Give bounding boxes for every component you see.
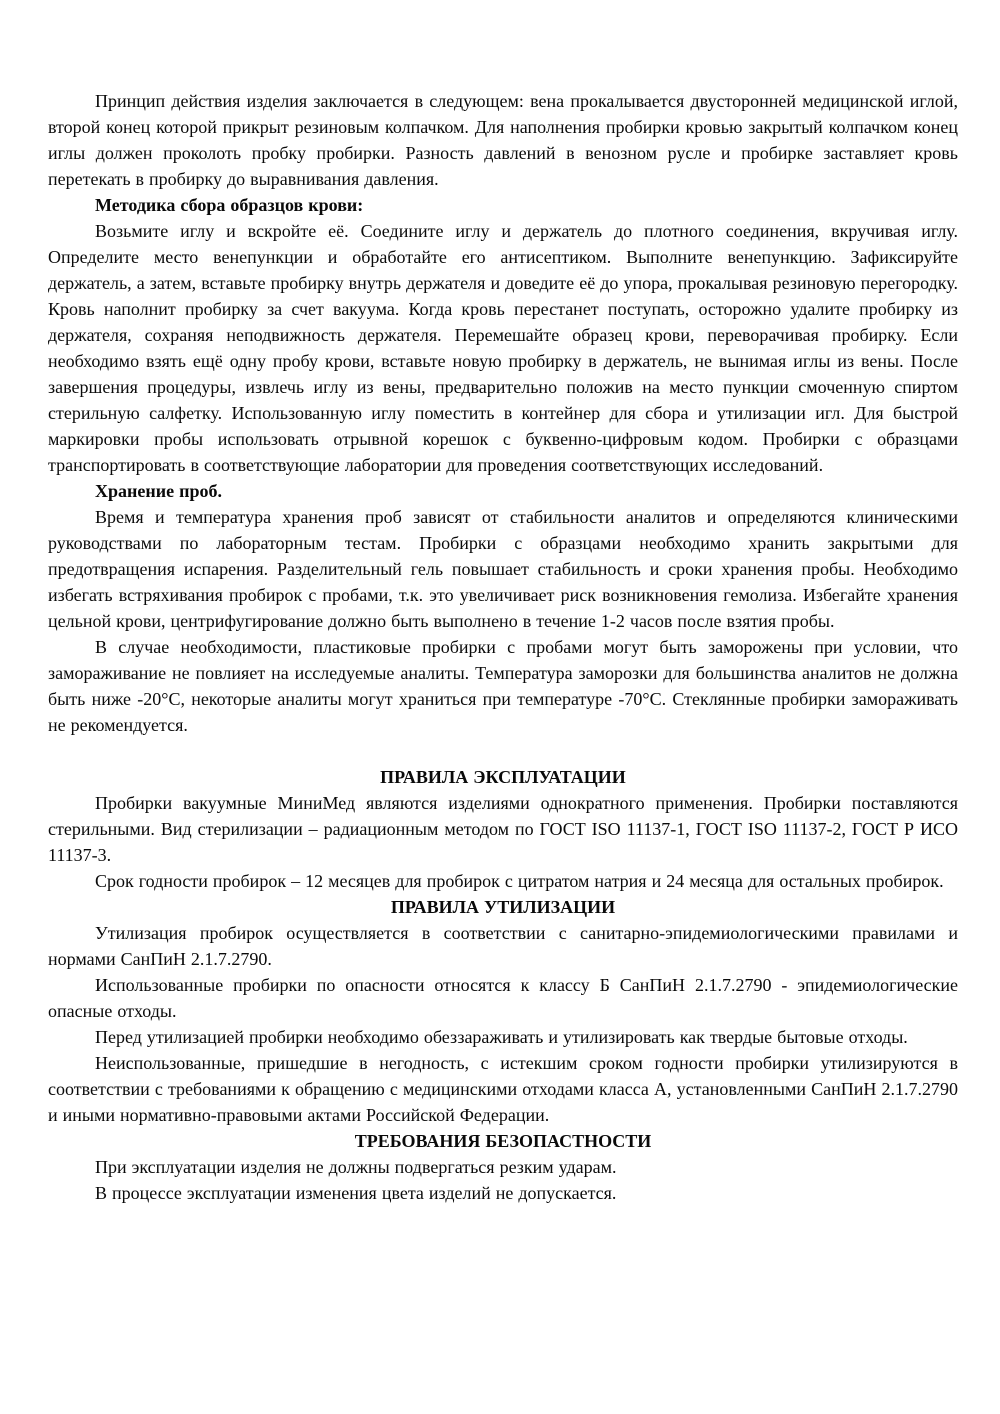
paragraph-unused-tubes-class-a: Неиспользованные, пришедшие в негодность, с истекшим сроком годности пробирки утилизируются в соответствии с требованиями к обращению с медицинскими отходами класса А, установленными СанПиН 2.1.7.2790 и иными нормативно-правовыми актами Российской Федерации. — [48, 1053, 958, 1125]
paragraph-shelf-life: Срок годности пробирок – 12 месяцев для пробирок с цитратом натрия и 24 месяца для остальных пробирок. — [95, 871, 944, 891]
heading-sample-storage: Хранение проб. — [95, 481, 222, 501]
paragraph-collection-procedure: Возьмите иглу и вскройте её. Соедините иглу и держатель до плотного соединения, вкручивая иглу. Определите место венепункции и обработайте его антисептиком. Выполните венепункцию. Зафиксируйте держатель, а затем, вставьте пробирку внутрь держателя и доведите её до упора, прокалывая резиновую перегородку. Кровь наполнит пробирку за счет вакуума. Когда кровь перестанет поступать, осторожно удалите пробирку из держателя, сохраняя неподвижность держателя. Перемешайте образец крови, переворачивая пробирку. Если необходимо взять ещё одну пробу крови, вставьте новую пробирку в держатель, не вынимая иглы из вены. После завершения процедуры, извлечь иглу из вены, предварительно положив на место пункции смоченную спиртом стерильную салфетку. Использованную иглу поместить в контейнер для сбора и утилизации игл. Для быстрой маркировки пробы использовать отрывной корешок с буквенно-цифровым кодом. Пробирки с образцами транспортировать в соответствующие лаборатории для проведения соответствующих исследований. — [48, 221, 958, 475]
paragraph-decontamination: Перед утилизацией пробирки необходимо обеззараживать и утилизировать как твердые бытовые отходы. — [95, 1027, 908, 1047]
paragraph-freezing-conditions: В случае необходимости, пластиковые пробирки с пробами могут быть заморожены при условии, что замораживание не повлияет на исследуемые аналиты. Температура заморозки для большинства аналитов не должна быть ниже -20°С, некоторые аналиты могут храниться при температуре -70°С. Стеклянные пробирки замораживать не рекомендуется. — [48, 637, 958, 735]
paragraph-used-tubes-class-b: Использованные пробирки по опасности относятся к классу Б СанПиН 2.1.7.2790 - эпидемиологические опасные отходы. — [48, 975, 958, 1021]
section-title-operation-rules: ПРАВИЛА ЭКСПЛУАТАЦИИ — [380, 767, 626, 787]
section-title-safety-requirements: ТРЕБОВАНИЯ БЕЗОПАСТНОСТИ — [354, 1131, 652, 1151]
paragraph-operating-principle: Принцип действия изделия заключается в следующем: вена прокалывается двусторонней медицинской иглой, второй конец которой прикрыт резиновым колпачком. Для наполнения пробирки кровью закрытый колпачком конец иглы должен проколоть пробку пробирки. Разность давлений в венозном русле и пробирке заставляет кровь перетекать в пробирку до выравнивания давления. — [48, 91, 958, 189]
paragraph-storage-conditions: Время и температура хранения проб зависят от стабильности аналитов и определяются клиническими руководствами по лабораторным тестам. Пробирки с образцами необходимо хранить закрытыми для предотвращения испарения. Разделительный гель повышает стабильность и сроки хранения пробы. Необходимо избегать встряхивания пробирок с пробами, т.к. это увеличивает риск возникновения гемолиза. Избегайте хранения цельной крови, центрифугирование должно быть выполнено в течение 1-2 часов после взятия пробы. — [48, 507, 958, 631]
paragraph-single-use-sterilization: Пробирки вакуумные МиниМед являются изделиями однократного применения. Пробирки поставляются стерильными. Вид стерилизации – радиационным методом по ГОСТ ISO 11137-1, ГОСТ ISO 11137-2, ГОСТ Р ИСО 11137-3. — [48, 793, 958, 865]
paragraph-safety-impacts: При эксплуатации изделия не должны подвергаться резким ударам. — [95, 1157, 617, 1177]
section-title-disposal-rules: ПРАВИЛА УТИЛИЗАЦИИ — [390, 897, 616, 917]
paragraph-disposal-sanpin: Утилизация пробирок осуществляется в соответствии с санитарно-эпидемиологическими правилами и нормами СанПиН 2.1.7.2790. — [48, 923, 958, 969]
heading-blood-sample-collection-method: Методика сбора образцов крови: — [95, 195, 364, 215]
paragraph-safety-color-change: В процессе эксплуатации изменения цвета изделий не допускается. — [95, 1183, 617, 1203]
